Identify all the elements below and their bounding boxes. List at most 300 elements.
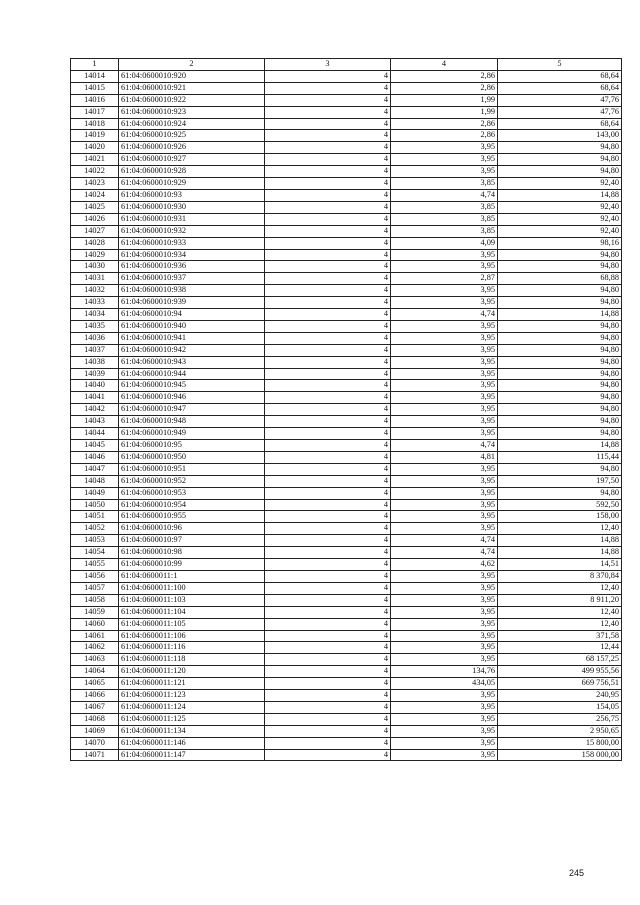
cadastral-number-cell: 61:04:0600011:120: [119, 666, 265, 678]
category-cell: 4: [265, 416, 391, 428]
row-number-cell: 14043: [71, 416, 119, 428]
cadastral-number-cell: 61:04:0600010:951: [119, 463, 265, 475]
rate-cell: 3,95: [391, 320, 498, 332]
rate-cell: 2,86: [391, 82, 498, 94]
rate-cell: 3,95: [391, 523, 498, 535]
rate-cell: 134,76: [391, 666, 498, 678]
row-number-cell: 14055: [71, 559, 119, 571]
table-row: [71, 416, 622, 428]
category-cell: 4: [265, 749, 391, 761]
category-cell: 4: [265, 356, 391, 368]
cadastral-number-cell: 61:04:0600010:923: [119, 106, 265, 118]
cadastral-number-cell: 61:04:0600010:931: [119, 213, 265, 225]
cadastral-number-cell: 61:04:0600010:925: [119, 130, 265, 142]
cadastral-number-cell: 61:04:0600010:928: [119, 166, 265, 178]
row-number-cell: 14042: [71, 404, 119, 416]
table-row: [71, 701, 622, 713]
value-cell: 94,80: [498, 487, 622, 499]
value-cell: 92,40: [498, 201, 622, 213]
table-row: [71, 189, 622, 201]
value-cell: 68,88: [498, 273, 622, 285]
rate-cell: 3,95: [391, 570, 498, 582]
rate-cell: 4,74: [391, 535, 498, 547]
row-number-cell: 14023: [71, 178, 119, 190]
rate-cell: 3,95: [391, 713, 498, 725]
row-number-cell: 14020: [71, 142, 119, 154]
cadastral-number-cell: 61:04:0600011:134: [119, 725, 265, 737]
table-row: [71, 249, 622, 261]
category-cell: 4: [265, 380, 391, 392]
rate-cell: 4,62: [391, 559, 498, 571]
row-number-cell: 14071: [71, 749, 119, 761]
table-row: [71, 404, 622, 416]
table-row: [71, 70, 622, 82]
rate-cell: 3,95: [391, 737, 498, 749]
rate-cell: 3,95: [391, 606, 498, 618]
row-number-cell: 14052: [71, 523, 119, 535]
cadastral-number-cell: 61:04:0600010:949: [119, 428, 265, 440]
row-number-cell: 14049: [71, 487, 119, 499]
table-row: [71, 237, 622, 249]
category-cell: 4: [265, 201, 391, 213]
row-number-cell: 14065: [71, 678, 119, 690]
value-cell: 94,80: [498, 297, 622, 309]
rate-cell: 4,81: [391, 451, 498, 463]
row-number-cell: 14036: [71, 332, 119, 344]
cadastral-number-cell: 61:04:0600010:93: [119, 189, 265, 201]
table-row: [71, 201, 622, 213]
value-cell: 94,80: [498, 404, 622, 416]
row-number-cell: 14031: [71, 273, 119, 285]
category-cell: 4: [265, 511, 391, 523]
rate-cell: 3,95: [391, 297, 498, 309]
value-cell: 94,80: [498, 416, 622, 428]
rate-cell: 2,87: [391, 273, 498, 285]
table-row: [71, 630, 622, 642]
value-cell: 14,88: [498, 189, 622, 201]
table-row: [71, 94, 622, 106]
table-row: [71, 309, 622, 321]
value-cell: 94,80: [498, 356, 622, 368]
category-cell: 4: [265, 213, 391, 225]
cadastral-number-cell: 61:04:0600011:123: [119, 690, 265, 702]
value-cell: 68,64: [498, 82, 622, 94]
cadastral-number-cell: 61:04:0600011:125: [119, 713, 265, 725]
table-row: [71, 535, 622, 547]
value-cell: 94,80: [498, 285, 622, 297]
rate-cell: 3,95: [391, 463, 498, 475]
cadastral-number-cell: 61:04:0600010:941: [119, 332, 265, 344]
category-cell: 4: [265, 106, 391, 118]
row-number-cell: 14016: [71, 94, 119, 106]
category-cell: 4: [265, 130, 391, 142]
category-cell: 4: [265, 261, 391, 273]
table-row: [71, 678, 622, 690]
table-row: [71, 273, 622, 285]
value-cell: 12,44: [498, 642, 622, 654]
table-row: [71, 523, 622, 535]
cadastral-number-cell: 61:04:0600010:939: [119, 297, 265, 309]
category-cell: 4: [265, 166, 391, 178]
cadastral-number-cell: 61:04:0600010:99: [119, 559, 265, 571]
value-cell: 14,88: [498, 547, 622, 559]
cadastral-number-cell: 61:04:0600010:938: [119, 285, 265, 297]
category-cell: 4: [265, 487, 391, 499]
row-number-cell: 14034: [71, 309, 119, 321]
column-header-1: 1: [71, 59, 119, 71]
row-number-cell: 14070: [71, 737, 119, 749]
value-cell: 158,00: [498, 511, 622, 523]
category-cell: 4: [265, 451, 391, 463]
row-number-cell: 14067: [71, 701, 119, 713]
table-row: [71, 690, 622, 702]
category-cell: 4: [265, 463, 391, 475]
table-row: [71, 594, 622, 606]
table-row: [71, 261, 622, 273]
category-cell: 4: [265, 737, 391, 749]
table-row: [71, 285, 622, 297]
value-cell: 94,80: [498, 463, 622, 475]
table-row: [71, 666, 622, 678]
rate-cell: 4,74: [391, 440, 498, 452]
category-cell: 4: [265, 189, 391, 201]
category-cell: 4: [265, 570, 391, 582]
table-body: [71, 70, 622, 761]
value-cell: 94,80: [498, 332, 622, 344]
row-number-cell: 14032: [71, 285, 119, 297]
rate-cell: 3,95: [391, 404, 498, 416]
table-header-row: [71, 59, 622, 71]
table-row: [71, 451, 622, 463]
table-row: [71, 582, 622, 594]
category-cell: 4: [265, 594, 391, 606]
cadastral-number-cell: 61:04:0600010:95: [119, 440, 265, 452]
value-cell: 68,64: [498, 118, 622, 130]
cadastral-number-cell: 61:04:0600011:103: [119, 594, 265, 606]
column-header-4: 4: [391, 59, 498, 71]
cadastral-number-cell: 61:04:0600010:96: [119, 523, 265, 535]
table-row: [71, 725, 622, 737]
category-cell: 4: [265, 237, 391, 249]
rate-cell: 3,95: [391, 725, 498, 737]
rate-cell: 3,95: [391, 249, 498, 261]
table-row: [71, 463, 622, 475]
cadastral-number-cell: 61:04:0600010:97: [119, 535, 265, 547]
table-row: [71, 82, 622, 94]
value-cell: 92,40: [498, 178, 622, 190]
cadastral-number-cell: 61:04:0600010:927: [119, 154, 265, 166]
category-cell: 4: [265, 499, 391, 511]
row-number-cell: 14058: [71, 594, 119, 606]
rate-cell: 3,95: [391, 285, 498, 297]
value-cell: 12,40: [498, 606, 622, 618]
rate-cell: 3,95: [391, 356, 498, 368]
table-row: [71, 737, 622, 749]
cadastral-number-cell: 61:04:0600010:950: [119, 451, 265, 463]
rate-cell: 2,86: [391, 118, 498, 130]
table-row: [71, 713, 622, 725]
cadastral-number-cell: 61:04:0600011:124: [119, 701, 265, 713]
row-number-cell: 14029: [71, 249, 119, 261]
category-cell: 4: [265, 678, 391, 690]
table-row: [71, 392, 622, 404]
value-cell: 154,05: [498, 701, 622, 713]
value-cell: 115,44: [498, 451, 622, 463]
rate-cell: 3,95: [391, 392, 498, 404]
value-cell: 94,80: [498, 392, 622, 404]
value-cell: 14,51: [498, 559, 622, 571]
value-cell: 143,00: [498, 130, 622, 142]
category-cell: 4: [265, 475, 391, 487]
rate-cell: 4,74: [391, 547, 498, 559]
table-row: [71, 225, 622, 237]
row-number-cell: 14057: [71, 582, 119, 594]
rate-cell: 3,95: [391, 499, 498, 511]
rate-cell: 3,95: [391, 332, 498, 344]
row-number-cell: 14059: [71, 606, 119, 618]
category-cell: 4: [265, 606, 391, 618]
value-cell: 94,80: [498, 368, 622, 380]
row-number-cell: 14018: [71, 118, 119, 130]
value-cell: 94,80: [498, 428, 622, 440]
row-number-cell: 14041: [71, 392, 119, 404]
cadastral-number-cell: 61:04:0600010:936: [119, 261, 265, 273]
cadastral-number-cell: 61:04:0600010:943: [119, 356, 265, 368]
cadastral-number-cell: 61:04:0600011:147: [119, 749, 265, 761]
category-cell: 4: [265, 642, 391, 654]
table-row: [71, 142, 622, 154]
row-number-cell: 14027: [71, 225, 119, 237]
category-cell: 4: [265, 320, 391, 332]
table-row: [71, 511, 622, 523]
cadastral-number-cell: 61:04:0600011:105: [119, 618, 265, 630]
value-cell: 92,40: [498, 225, 622, 237]
row-number-cell: 14047: [71, 463, 119, 475]
value-cell: 94,80: [498, 261, 622, 273]
cadastral-number-cell: 61:04:0600010:952: [119, 475, 265, 487]
cadastral-number-cell: 61:04:0600010:932: [119, 225, 265, 237]
rate-cell: 3,95: [391, 261, 498, 273]
column-header-5: 5: [498, 59, 622, 71]
rate-cell: 3,95: [391, 594, 498, 606]
row-number-cell: 14037: [71, 344, 119, 356]
category-cell: 4: [265, 142, 391, 154]
category-cell: 4: [265, 94, 391, 106]
row-number-cell: 14051: [71, 511, 119, 523]
rate-cell: 3,85: [391, 178, 498, 190]
table-row: [71, 130, 622, 142]
cadastral-number-cell: 61:04:0600010:929: [119, 178, 265, 190]
cadastral-number-cell: 61:04:0600011:1: [119, 570, 265, 582]
table-row: [71, 487, 622, 499]
category-cell: 4: [265, 618, 391, 630]
row-number-cell: 14050: [71, 499, 119, 511]
value-cell: 14,88: [498, 535, 622, 547]
rate-cell: 1,99: [391, 106, 498, 118]
category-cell: 4: [265, 285, 391, 297]
cadastral-number-cell: 61:04:0600010:930: [119, 201, 265, 213]
value-cell: 94,80: [498, 344, 622, 356]
category-cell: 4: [265, 249, 391, 261]
rate-cell: 3,95: [391, 690, 498, 702]
row-number-cell: 14066: [71, 690, 119, 702]
cadastral-number-cell: 61:04:0600010:954: [119, 499, 265, 511]
category-cell: 4: [265, 428, 391, 440]
cadastral-number-cell: 61:04:0600011:106: [119, 630, 265, 642]
rate-cell: 3,95: [391, 618, 498, 630]
cadastral-number-cell: 61:04:0600011:100: [119, 582, 265, 594]
value-cell: 12,40: [498, 618, 622, 630]
table-row: [71, 642, 622, 654]
rate-cell: 3,95: [391, 344, 498, 356]
rate-cell: 3,95: [391, 368, 498, 380]
cadastral-number-cell: 61:04:0600010:955: [119, 511, 265, 523]
row-number-cell: 14015: [71, 82, 119, 94]
category-cell: 4: [265, 713, 391, 725]
cadastral-number-cell: 61:04:0600010:937: [119, 273, 265, 285]
value-cell: 14,88: [498, 309, 622, 321]
table-row: [71, 749, 622, 761]
category-cell: 4: [265, 178, 391, 190]
value-cell: 12,40: [498, 523, 622, 535]
rate-cell: 3,95: [391, 416, 498, 428]
category-cell: 4: [265, 582, 391, 594]
cadastral-number-cell: 61:04:0600011:146: [119, 737, 265, 749]
rate-cell: 3,95: [391, 749, 498, 761]
value-cell: 592,50: [498, 499, 622, 511]
rate-cell: 1,99: [391, 94, 498, 106]
value-cell: 14,88: [498, 440, 622, 452]
row-number-cell: 14048: [71, 475, 119, 487]
category-cell: 4: [265, 725, 391, 737]
table-row: [71, 213, 622, 225]
table-row: [71, 654, 622, 666]
table-row: [71, 297, 622, 309]
table-row: [71, 368, 622, 380]
row-number-cell: 14053: [71, 535, 119, 547]
cadastral-value-table: [70, 58, 622, 761]
table-row: [71, 428, 622, 440]
value-cell: 94,80: [498, 380, 622, 392]
value-cell: 94,80: [498, 154, 622, 166]
rate-cell: 4,74: [391, 189, 498, 201]
category-cell: 4: [265, 225, 391, 237]
cadastral-number-cell: 61:04:0600010:946: [119, 392, 265, 404]
cadastral-number-cell: 61:04:0600010:922: [119, 94, 265, 106]
row-number-cell: 14033: [71, 297, 119, 309]
category-cell: 4: [265, 154, 391, 166]
table-row: [71, 547, 622, 559]
value-cell: 92,40: [498, 213, 622, 225]
rate-cell: 2,86: [391, 130, 498, 142]
row-number-cell: 14038: [71, 356, 119, 368]
table-row: [71, 475, 622, 487]
value-cell: 94,80: [498, 142, 622, 154]
category-cell: 4: [265, 392, 391, 404]
rate-cell: 3,95: [391, 654, 498, 666]
cadastral-number-cell: 61:04:0600010:942: [119, 344, 265, 356]
rate-cell: 2,86: [391, 70, 498, 82]
rate-cell: 4,09: [391, 237, 498, 249]
category-cell: 4: [265, 666, 391, 678]
cadastral-number-cell: 61:04:0600010:920: [119, 70, 265, 82]
cadastral-number-cell: 61:04:0600011:121: [119, 678, 265, 690]
rate-cell: 434,05: [391, 678, 498, 690]
table-row: [71, 618, 622, 630]
value-cell: 8 370,84: [498, 570, 622, 582]
rate-cell: 3,95: [391, 142, 498, 154]
row-number-cell: 14025: [71, 201, 119, 213]
row-number-cell: 14064: [71, 666, 119, 678]
cadastral-number-cell: 61:04:0600010:953: [119, 487, 265, 499]
row-number-cell: 14069: [71, 725, 119, 737]
category-cell: 4: [265, 701, 391, 713]
row-number-cell: 14022: [71, 166, 119, 178]
row-number-cell: 14046: [71, 451, 119, 463]
cadastral-number-cell: 61:04:0600010:921: [119, 82, 265, 94]
value-cell: 669 756,51: [498, 678, 622, 690]
row-number-cell: 14021: [71, 154, 119, 166]
category-cell: 4: [265, 118, 391, 130]
rate-cell: 3,95: [391, 475, 498, 487]
value-cell: 94,80: [498, 249, 622, 261]
value-cell: 47,76: [498, 94, 622, 106]
row-number-cell: 14056: [71, 570, 119, 582]
category-cell: 4: [265, 344, 391, 356]
rate-cell: 3,85: [391, 225, 498, 237]
table-row: [71, 344, 622, 356]
table-row: [71, 154, 622, 166]
category-cell: 4: [265, 630, 391, 642]
rate-cell: 3,85: [391, 213, 498, 225]
cadastral-number-cell: 61:04:0600010:944: [119, 368, 265, 380]
value-cell: 197,50: [498, 475, 622, 487]
rate-cell: 3,95: [391, 701, 498, 713]
table-row: [71, 332, 622, 344]
cadastral-number-cell: 61:04:0600010:948: [119, 416, 265, 428]
row-number-cell: 14028: [71, 237, 119, 249]
category-cell: 4: [265, 690, 391, 702]
cadastral-number-cell: 61:04:0600010:94: [119, 309, 265, 321]
row-number-cell: 14068: [71, 713, 119, 725]
table-row: [71, 118, 622, 130]
value-cell: 94,80: [498, 320, 622, 332]
table-row: [71, 499, 622, 511]
value-cell: 68,64: [498, 70, 622, 82]
cadastral-number-cell: 61:04:0600010:945: [119, 380, 265, 392]
column-header-3: 3: [265, 59, 391, 71]
row-number-cell: 14063: [71, 654, 119, 666]
category-cell: 4: [265, 309, 391, 321]
category-cell: 4: [265, 547, 391, 559]
row-number-cell: 14026: [71, 213, 119, 225]
value-cell: 15 800,00: [498, 737, 622, 749]
category-cell: 4: [265, 535, 391, 547]
cadastral-number-cell: 61:04:0600010:926: [119, 142, 265, 154]
rate-cell: 3,95: [391, 582, 498, 594]
cadastral-number-cell: 61:04:0600010:933: [119, 237, 265, 249]
rate-cell: 3,95: [391, 487, 498, 499]
category-cell: 4: [265, 297, 391, 309]
category-cell: 4: [265, 440, 391, 452]
table-row: [71, 440, 622, 452]
value-cell: 8 911,20: [498, 594, 622, 606]
rate-cell: 3,85: [391, 201, 498, 213]
row-number-cell: 14024: [71, 189, 119, 201]
category-cell: 4: [265, 523, 391, 535]
row-number-cell: 14061: [71, 630, 119, 642]
cadastral-number-cell: 61:04:0600011:118: [119, 654, 265, 666]
